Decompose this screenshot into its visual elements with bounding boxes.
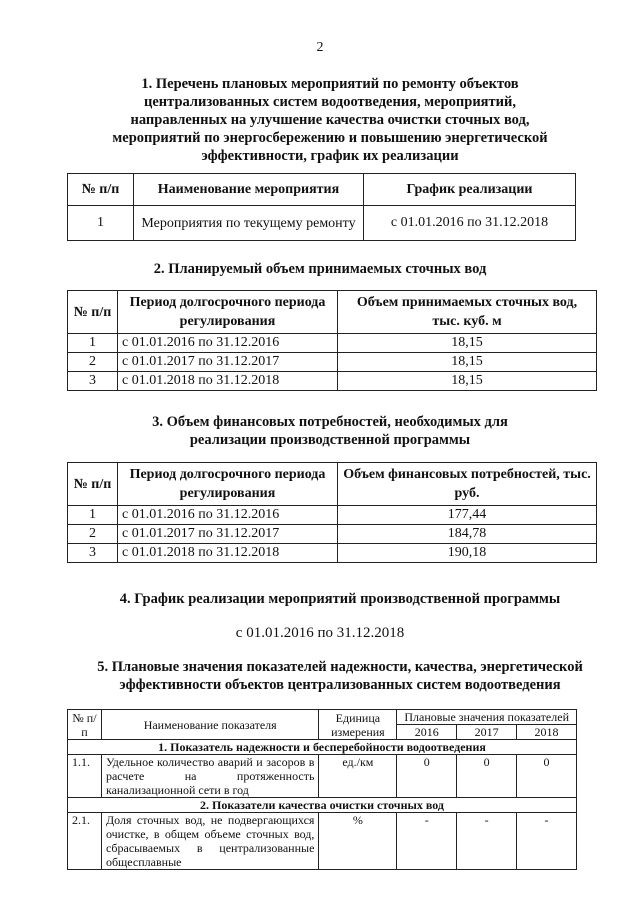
- cell-indicator: Удельное количество аварий и засоров в расчете на протяженность канализационной сети в год: [101, 755, 318, 798]
- table-header-row: [68, 174, 576, 206]
- table-row: [68, 353, 597, 372]
- cell-num: 1: [68, 506, 118, 525]
- table-row: [68, 372, 597, 391]
- cell-value: -: [517, 813, 577, 870]
- cell-value: 0: [397, 755, 457, 798]
- col-header-num: № п/п: [68, 291, 118, 334]
- section4-period: с 01.01.2016 по 31.12.2018: [235, 625, 405, 641]
- section5-title-line: эффективности объектов централизованных систем водоотведения: [119, 677, 561, 693]
- col-header-year: 2017: [457, 725, 517, 740]
- section1-title-line: эффективности, график их реализации: [201, 148, 459, 164]
- cell-indicator: Доля сточных вод, не подвергающихся очистке, в общем объеме сточных вод, сбрасываемых в централизованные общесплавные: [101, 813, 318, 870]
- col-header-event: Наименование мероприятия: [134, 174, 364, 206]
- cell-amount: 177,44: [338, 506, 597, 525]
- table-group-row: [68, 740, 577, 755]
- table-row: [68, 206, 576, 241]
- col-header-period: Период долгосрочного периода регулирования: [118, 463, 338, 506]
- cell-period: с 01.01.2018 по 31.12.2018: [118, 544, 338, 563]
- cell-value: -: [457, 813, 517, 870]
- col-header-schedule: График реализации: [364, 174, 576, 206]
- section5-title-line: 5. Плановые значения показателей надежности, качества, энергетической: [97, 659, 583, 675]
- cell-num: 1: [68, 334, 118, 353]
- section3-title: [60, 413, 600, 449]
- table-header-row: [68, 291, 597, 334]
- cell-period: с 01.01.2016 по 31.12.2016: [118, 506, 338, 525]
- col-header-period: Период долгосрочного периода регулирования: [118, 291, 338, 334]
- table-header-row: [68, 710, 577, 725]
- section4-title: 4. График реализации мероприятий производственной программы: [119, 591, 561, 607]
- col-header-year: 2018: [517, 725, 577, 740]
- group-treatment-quality: 2. Показатели качества очистки сточных вод: [68, 798, 577, 813]
- section1-title-line: мероприятий по энергосбережению и повышению энергетической: [112, 130, 548, 146]
- cell-volume: 18,15: [338, 353, 597, 372]
- col-header-num: № п/п: [68, 710, 102, 740]
- cell-unit: ед./км: [319, 755, 397, 798]
- col-header-indicator: Наименование показателя: [101, 710, 318, 740]
- cell-period: с 01.01.2018 по 31.12.2018: [118, 372, 338, 391]
- cell-num: 2.1.: [68, 813, 102, 870]
- wastewater-volume-table: [67, 290, 597, 391]
- cell-unit: %: [319, 813, 397, 870]
- cell-num: 1.1.: [68, 755, 102, 798]
- cell-amount: 190,18: [338, 544, 597, 563]
- cell-num: 1: [68, 206, 134, 241]
- table-row: [68, 755, 577, 798]
- financial-needs-table: [67, 462, 597, 563]
- cell-period: с 01.01.2017 по 31.12.2017: [118, 525, 338, 544]
- table-row: [68, 506, 597, 525]
- col-header-year: 2016: [397, 725, 457, 740]
- cell-num: 2: [68, 353, 118, 372]
- col-header-num: № п/п: [68, 463, 118, 506]
- col-header-num: № п/п: [68, 174, 134, 206]
- cell-schedule: с 01.01.2016 по 31.12.2018: [364, 206, 576, 241]
- section1-title: [95, 75, 565, 165]
- group-reliability: 1. Показатель надежности и бесперебойности водоотведения: [68, 740, 577, 755]
- cell-num: 3: [68, 372, 118, 391]
- table-row: [68, 334, 597, 353]
- col-header-amount: Объем финансовых потребностей, тыс. руб.: [338, 463, 597, 506]
- section1-title-line: централизованных систем водоотведения, мероприятий,: [144, 94, 516, 110]
- table-header-row: [68, 463, 597, 506]
- cell-value: -: [397, 813, 457, 870]
- table-row: [68, 544, 597, 563]
- col-header-volume: Объем принимаемых сточных вод, тыс. куб. м: [338, 291, 597, 334]
- cell-volume: 18,15: [338, 334, 597, 353]
- cell-num: 2: [68, 525, 118, 544]
- page-number: 2: [316, 40, 324, 55]
- section3-title-line: реализации производственной программы: [189, 432, 471, 448]
- cell-value: 0: [517, 755, 577, 798]
- cell-event: Мероприятия по текущему ремонту: [134, 206, 364, 241]
- section1-title-line: направленных на улучшение качества очистки сточных вод,: [130, 112, 530, 128]
- cell-period: с 01.01.2017 по 31.12.2017: [118, 353, 338, 372]
- table-row: [68, 525, 597, 544]
- section5-title: [40, 658, 640, 694]
- events-table: [67, 173, 576, 241]
- indicators-table: [67, 709, 577, 870]
- col-header-unit: Единица измерения: [319, 710, 397, 740]
- cell-amount: 184,78: [338, 525, 597, 544]
- cell-value: 0: [457, 755, 517, 798]
- table-group-row: [68, 798, 577, 813]
- table-row: [68, 813, 577, 870]
- section2-title: 2. Планируемый объем принимаемых сточных вод: [153, 261, 487, 277]
- cell-volume: 18,15: [338, 372, 597, 391]
- cell-period: с 01.01.2016 по 31.12.2016: [118, 334, 338, 353]
- cell-num: 3: [68, 544, 118, 563]
- section3-title-line: 3. Объем финансовых потребностей, необходимых для: [152, 414, 508, 430]
- section1-title-line: 1. Перечень плановых мероприятий по ремонту объектов: [141, 76, 519, 92]
- col-header-plan: Плановые значения показателей: [397, 710, 577, 725]
